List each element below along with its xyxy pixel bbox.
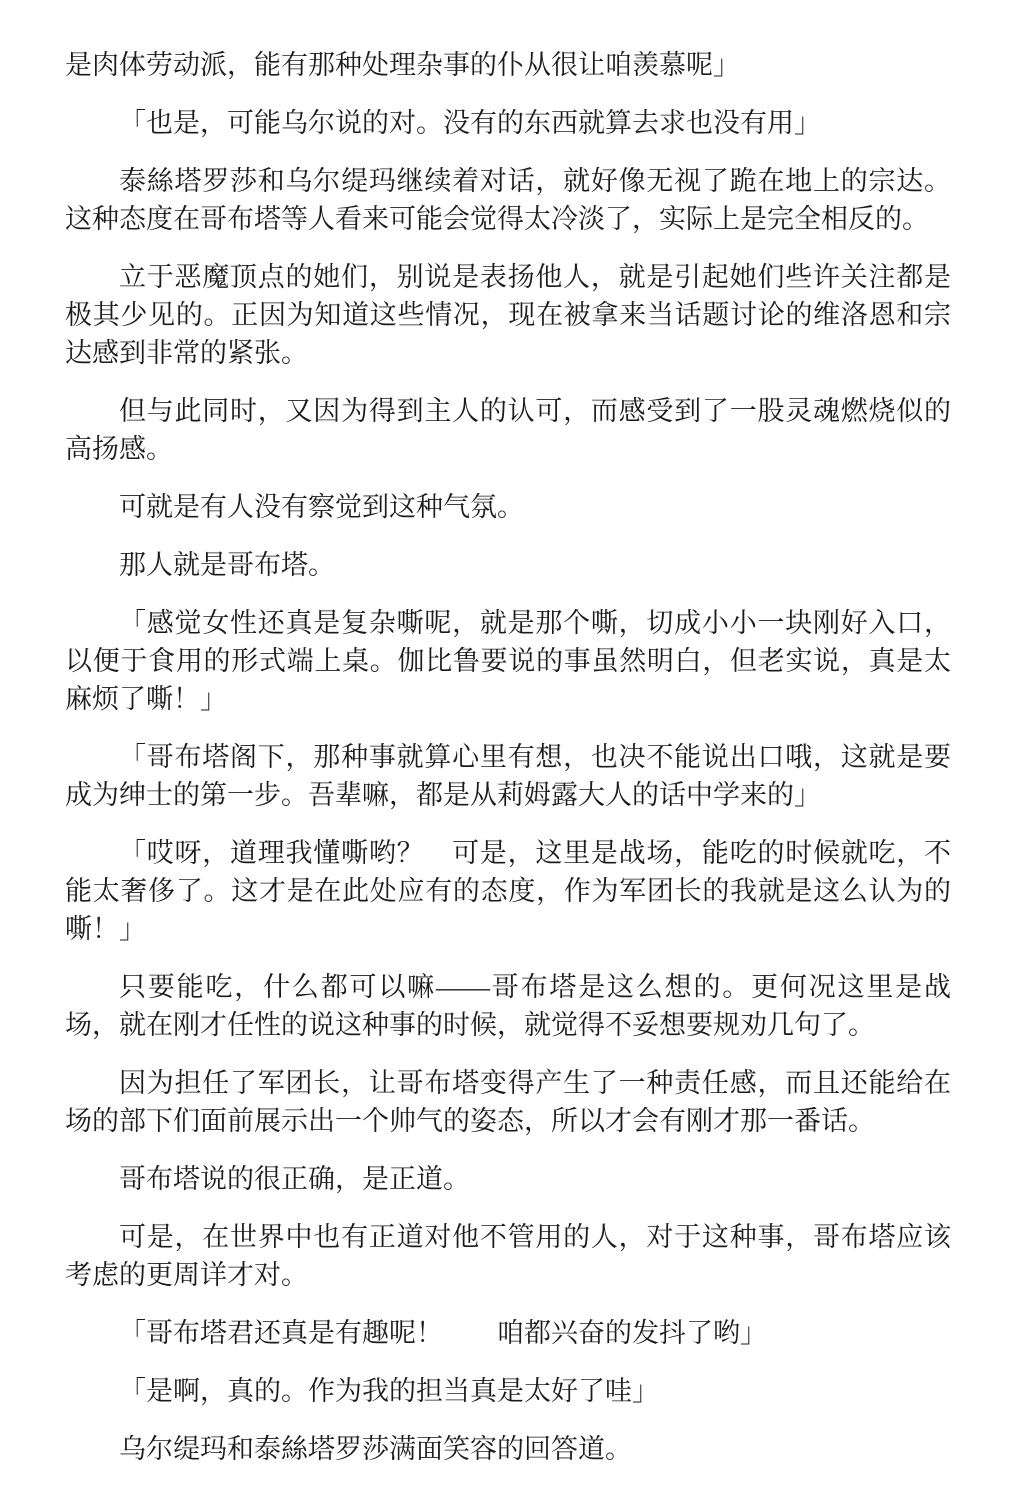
paragraph: 是肉体劳动派，能有那种处理杂事的仆从很让咱羡慕呢」 (65, 50, 740, 80)
paragraph: 可就是有人没有察觉到这种气氛。 (119, 492, 524, 522)
paragraph: 「哎呀，道理我懂嘶哟？ 可是，这里是战场，能吃的时候就吃，不能太奢侈了。这才是在此处应有的态度，作为军团长的我就是这么认为的嘶！」 (65, 838, 951, 944)
paragraph: 只要能吃，什么都可以嘛——哥布塔是这么想的。更何况这里是战场，就在刚才任性的说这种事的时候，就觉得不妥想要规劝几句了。 (65, 972, 951, 1040)
paragraph: 但与此同时，又因为得到主人的认可，而感受到了一股灵魂燃烧似的高扬感。 (65, 396, 951, 464)
paragraph: 立于恶魔顶点的她们，别说是表扬他人，就是引起她们些许关注都是极其少见的。正因为知道这些情况，现在被拿来当话题讨论的维洛恩和宗达感到非常的紧张。 (65, 262, 951, 368)
paragraph: 乌尔缇玛和泰絲塔罗莎满面笑容的回答道。 (119, 1434, 632, 1464)
paragraph: 可是，在世界中也有正道对他不管用的人，对于这种事，哥布塔应该考虑的更周详才对。 (65, 1222, 951, 1290)
paragraph: 因为担任了军团长，让哥布塔变得产生了一种责任感，而且还能给在场的部下们面前展示出一个帅气的姿态，所以才会有刚才那一番话。 (65, 1068, 951, 1136)
paragraph: 「是啊，真的。作为我的担当真是太好了哇」 (119, 1376, 659, 1406)
paragraph: 「也是，可能乌尔说的对。没有的东西就算去求也没有用」 (119, 108, 821, 138)
paragraph: 那人就是哥布塔。 (119, 550, 335, 580)
paragraph: 「哥布塔阁下，那种事就算心里有想，也决不能说出口哦，这就是要成为绅士的第一步。吾辈嘛，都是从莉姆露大人的话中学来的」 (65, 742, 951, 810)
paragraph: 「感觉女性还真是复杂嘶呢，就是那个嘶，切成小小一块刚好入口，以便于食用的形式端上桌。伽比鲁要说的事虽然明白，但老实说，真是太麻烦了嘶！」 (65, 608, 951, 714)
paragraph: 「哥布塔君还真是有趣呢！ 咱都兴奋的发抖了哟」 (119, 1318, 767, 1348)
paragraph: 泰絲塔罗莎和乌尔缇玛继续着对话，就好像无视了跪在地上的宗达。这种态度在哥布塔等人看来可能会觉得太冷淡了，实际上是完全相反的。 (65, 166, 951, 234)
paragraph: 哥布塔说的很正确，是正道。 (119, 1164, 470, 1194)
